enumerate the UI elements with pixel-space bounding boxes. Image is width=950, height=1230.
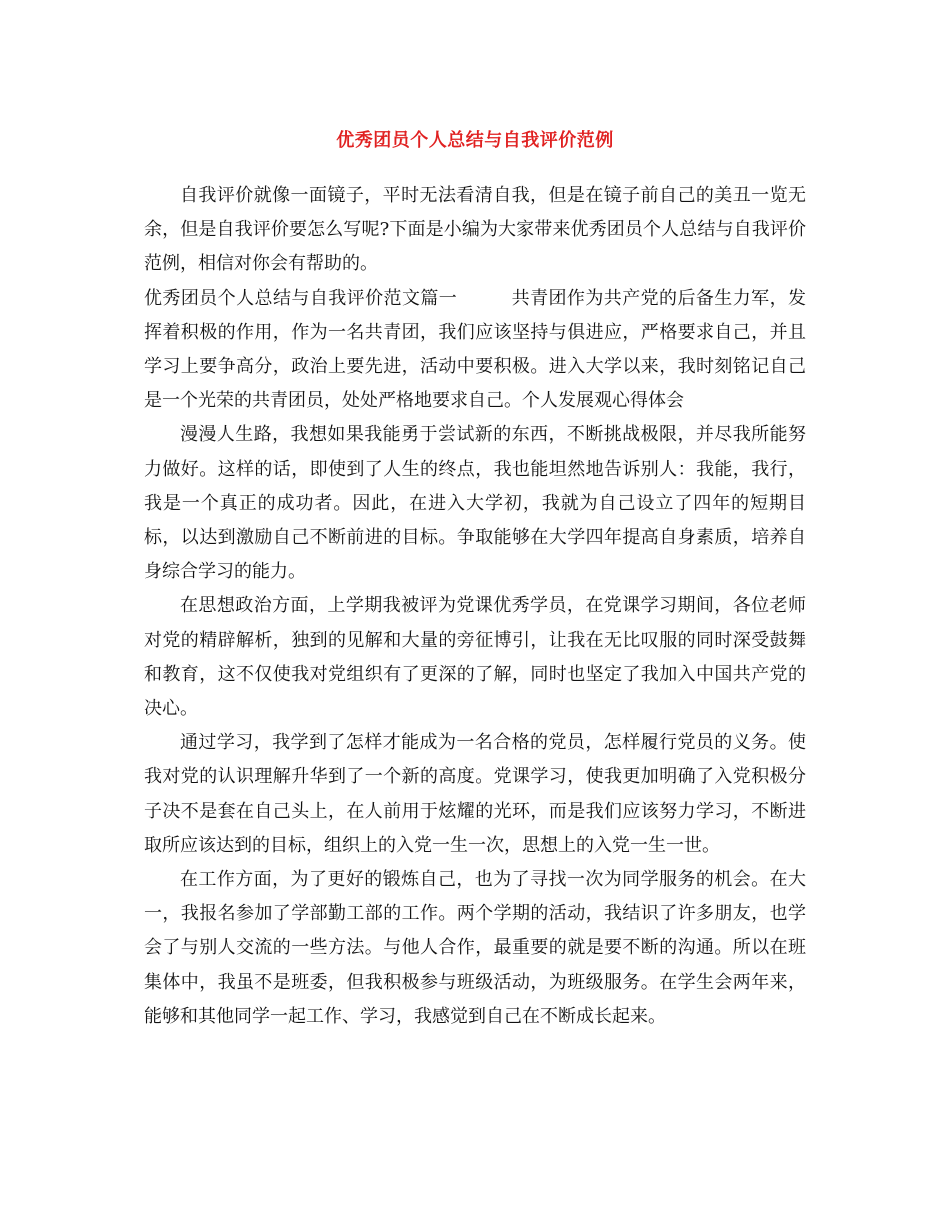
section-heading: 优秀团员个人总结与自我评价范文篇一: [144, 287, 458, 309]
paragraph-3: 漫漫人生路，我想如果我能勇于尝试新的东西，不断挑战极限，并尽我所能努力做好。这样的话，即使到了人生的终点，我也能坦然地告诉别人：我能，我行，我是一个真正的成功者。因此，在进入大学初，我就为自己设立了四年的短期目标，以达到激励自己不断前进的目标。争取能够在大学四年提高自身素质，培养自身综合学习的能力。: [144, 424, 806, 583]
section1-text: 共青团作为共产党的后备生力军，发挥着积极的作用，作为一名共青团，我们应该坚持与俱进应，严格要求自己，并且学习上要争高分，政治上要先进，活动中要积极。进入大学以来，我时刻铭记自己是一个光荣的共青团员，处处严格地要求自己。个人发展观心得体会: [144, 287, 807, 412]
paragraph-intro: 自我评价就像一面镜子，平时无法看清自我，但是在镜子前自己的美丑一览无余，但是自我评价要怎么写呢?下面是小编为大家带来优秀团员个人总结与自我评价范例，相信对你会有帮助的。: [144, 185, 806, 275]
document-body: [144, 179, 806, 1034]
document-title: 优秀团员个人总结与自我评价范例: [336, 130, 614, 151]
paragraph-5: 通过学习，我学到了怎样才能成为一名合格的党员，怎样履行党员的义务。使我对党的认识理解升华到了一个新的高度。党课学习，使我更加明确了入党积极分子决不是套在自己头上，在人前用于炫耀的光环，而是我们应该努力学习，不断进取所应该达到的目标，组织上的入党一生一次，思想上的入党一生一世。: [144, 732, 806, 856]
paragraph-6: 在工作方面，为了更好的锻炼自己，也为了寻找一次为同学服务的机会。在大一，我报名参加了学部勤工部的工作。两个学期的活动，我结识了许多朋友，也学会了与别人交流的一些方法。与他人合作，最重要的就是要不断的沟通。所以在班集体中，我虽不是班委，但我积极参与班级活动，为班级服务。在学生会两年来，能够和其他同学一起工作、学习，我感觉到自己在不断成长起来。: [144, 869, 806, 1027]
paragraph-section1: [144, 282, 806, 419]
paragraph-4: 在思想政治方面，上学期我被评为党课优秀学员，在党课学习期间，各位老师对党的精辟解析，独到的见解和大量的旁征博引，让我在无比叹服的同时深受鼓舞和教育，这不仅使我对党组织有了更深的了解，同时也坚定了我加入中国共产党的决心。: [144, 595, 806, 720]
